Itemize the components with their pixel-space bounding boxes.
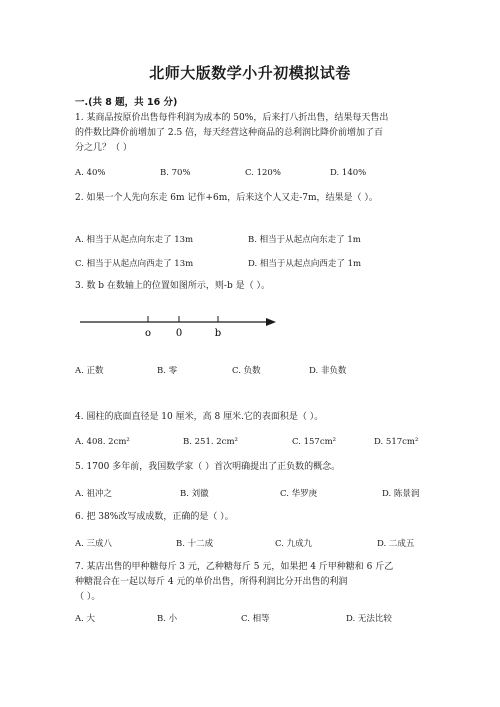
- number-line-figure: [0, 312, 500, 342]
- question-line: 分之几？（ ）: [75, 143, 132, 153]
- question-3-option-d: D. 非负数: [309, 366, 347, 376]
- question-1-option-a: A. 40%: [75, 168, 106, 178]
- question-4-option-d: D. 517cm²: [374, 437, 419, 447]
- section-heading: 一.(共 8 题，共 16 分): [75, 97, 178, 108]
- question-3-option-b: B. 零: [157, 366, 178, 376]
- question-line: 1. 某商品按原价出售每件利润为成本的 50%，后来打八折出售，结果每天售出: [75, 113, 389, 123]
- question-6-option-c: C. 九成九: [275, 539, 313, 549]
- tick-label: b: [214, 328, 222, 339]
- question-2-option-a: A. 相当于从起点向东走了 13m: [75, 235, 194, 245]
- tick-label: o: [144, 328, 152, 339]
- question-line: 的件数比降价前增加了 2.5 倍，每天经营这种商品的总利润比降价前增加了百: [75, 128, 384, 138]
- question-line: 6. 把 38%改写成成数，正确的是（ ）。: [75, 512, 234, 522]
- question-1-option-c: C. 120%: [245, 168, 281, 178]
- question-2-text: [75, 191, 420, 206]
- question-line: 5. 1700 多年前，我国数学家（ ）首次明确提出了正负数的概念。: [75, 462, 341, 472]
- page-title: 北师大版数学小升初模拟试卷: [149, 64, 351, 82]
- question-4-option-b: B. 251. 2cm²: [183, 437, 238, 447]
- question-6-option-b: B. 十二成: [176, 539, 214, 549]
- question-4-option-a: A. 408. 2cm²: [75, 437, 130, 447]
- question-6-option-a: A. 三成八: [75, 539, 113, 549]
- question-3-text: [75, 279, 420, 294]
- question-line: 种糖混合在一起以每斤 4 元的单价出售，所得利润比分开出售的利润: [75, 577, 348, 587]
- question-5-option-b: B. 刘徽: [180, 489, 209, 499]
- question-7-option-b: B. 小: [157, 614, 178, 624]
- question-6-option-d: D. 二成五: [377, 539, 415, 549]
- question-7-option-a: A. 大: [75, 614, 96, 624]
- question-2-option-c: C. 相当于从起点向西走了 13m: [75, 259, 194, 269]
- question-5-option-a: A. 祖冲之: [75, 489, 113, 499]
- question-4-option-c: C. 157cm²: [292, 437, 337, 447]
- question-line: 3. 数 b 在数轴上的位置如图所示，则-b 是（ ）。: [75, 281, 270, 291]
- question-1-option-d: D. 140%: [330, 168, 367, 178]
- question-1-option-b: B. 70%: [160, 168, 191, 178]
- question-3-option-c: C. 负数: [232, 366, 261, 376]
- question-2-option-d: D. 相当于从起点向西走了 1m: [248, 259, 362, 269]
- question-5-text: [75, 460, 420, 475]
- question-1-text: [75, 111, 420, 156]
- question-7-option-d: D. 无法比较: [346, 614, 392, 624]
- question-3-option-a: A. 正数: [75, 366, 104, 376]
- question-6-text: [75, 510, 420, 525]
- question-line: 7. 某店出售的甲种糖每斤 3 元，乙种糖每斤 5 元，如果把 4 斤甲种糖和 6 斤乙: [75, 562, 394, 572]
- question-5-option-d: D. 陈景润: [382, 489, 420, 499]
- question-line: 2. 如果一个人先向东走 6m 记作+6m，后来这个人又走-7m，结果是（ ）。: [75, 193, 378, 203]
- question-7-option-c: C. 相等: [241, 614, 270, 624]
- question-7-text: [75, 560, 420, 605]
- tick-label: 0: [175, 328, 183, 339]
- question-5-option-c: C. 华罗庚: [280, 489, 318, 499]
- question-2-option-b: B. 相当于从起点向东走了 1m: [248, 235, 361, 245]
- number-line-arrow: [266, 318, 276, 326]
- question-line: 4. 圆柱的底面直径是 10 厘米，高 8 厘米.它的表面积是（ ）。: [75, 412, 324, 422]
- question-line: （ ）。: [75, 592, 101, 602]
- question-4-text: [75, 410, 420, 425]
